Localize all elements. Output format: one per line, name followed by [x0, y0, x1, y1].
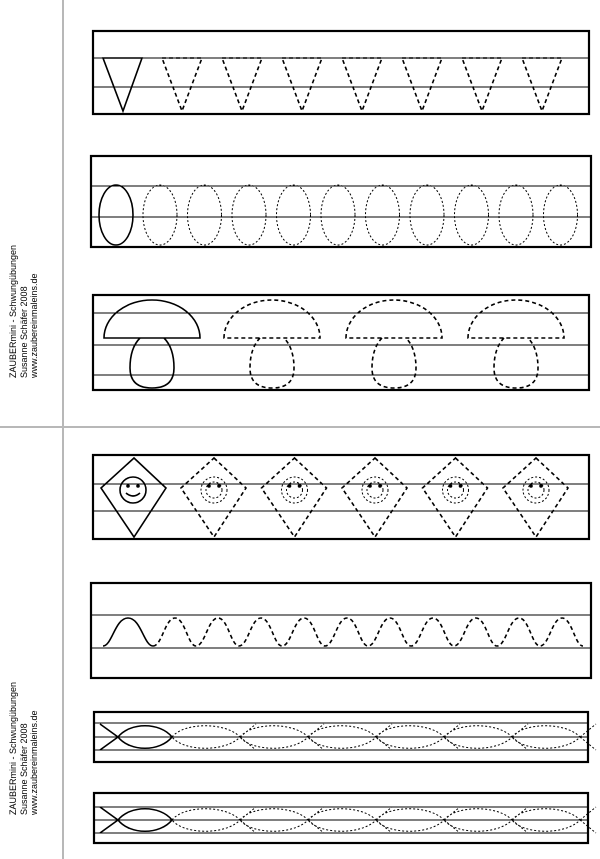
traced-triangle: [222, 58, 262, 111]
exercise-fish-loops-1: [94, 712, 596, 762]
model-oval: [99, 185, 133, 245]
credit-website: www.zaubereinmaleins.de: [29, 273, 39, 378]
exercise-frame: [93, 31, 589, 114]
traced-kite: [503, 458, 568, 537]
exercise-frame: [93, 455, 589, 539]
traced-kite: [342, 458, 407, 537]
traced-oval: [188, 185, 222, 245]
model-kite: [101, 458, 166, 537]
traced-kite: [181, 458, 246, 537]
traced-oval: [143, 185, 177, 245]
traced-oval: [321, 185, 355, 245]
traced-kite: [262, 458, 327, 537]
traced-triangle: [402, 58, 442, 111]
model-wave: [103, 618, 153, 646]
traced-ovals: [143, 185, 578, 245]
traced-triangle: [342, 58, 382, 111]
traced-oval: [366, 185, 400, 245]
exercise-frame: [91, 156, 591, 247]
traced-kite: [423, 458, 488, 537]
exercise-kites: [93, 455, 589, 539]
exercise-frame: [91, 583, 591, 678]
traced-triangles: [162, 58, 562, 111]
traced-oval: [410, 185, 444, 245]
exercise-mushrooms: [93, 295, 589, 390]
traced-triangle: [462, 58, 502, 111]
traced-kites: [181, 458, 568, 537]
exercise-waves: [91, 583, 591, 678]
traced-triangle: [522, 58, 562, 111]
exercise-triangles: [93, 31, 589, 114]
exercise-fish-loops-2: [94, 793, 596, 843]
credit-title: ZAUBERmini - Schwungübungen: [8, 244, 18, 378]
traced-triangle: [162, 58, 202, 111]
traced-oval: [232, 185, 266, 245]
traced-oval: [455, 185, 489, 245]
traced-waves: [153, 618, 583, 646]
credit-author: Susanne Schäfer 2008: [18, 723, 29, 815]
credit-author: Susanne Schäfer 2008: [18, 286, 29, 378]
credit-title: ZAUBERmini - Schwungübungen: [8, 681, 18, 815]
credit-website: www.zaubereinmaleins.de: [29, 710, 39, 815]
exercise-ovals: [91, 156, 591, 247]
model-triangle: [103, 58, 142, 111]
traced-triangle: [282, 58, 322, 111]
exercise-frame: [94, 793, 588, 843]
traced-oval: [499, 185, 533, 245]
traced-oval: [277, 185, 311, 245]
traced-oval: [544, 185, 578, 245]
